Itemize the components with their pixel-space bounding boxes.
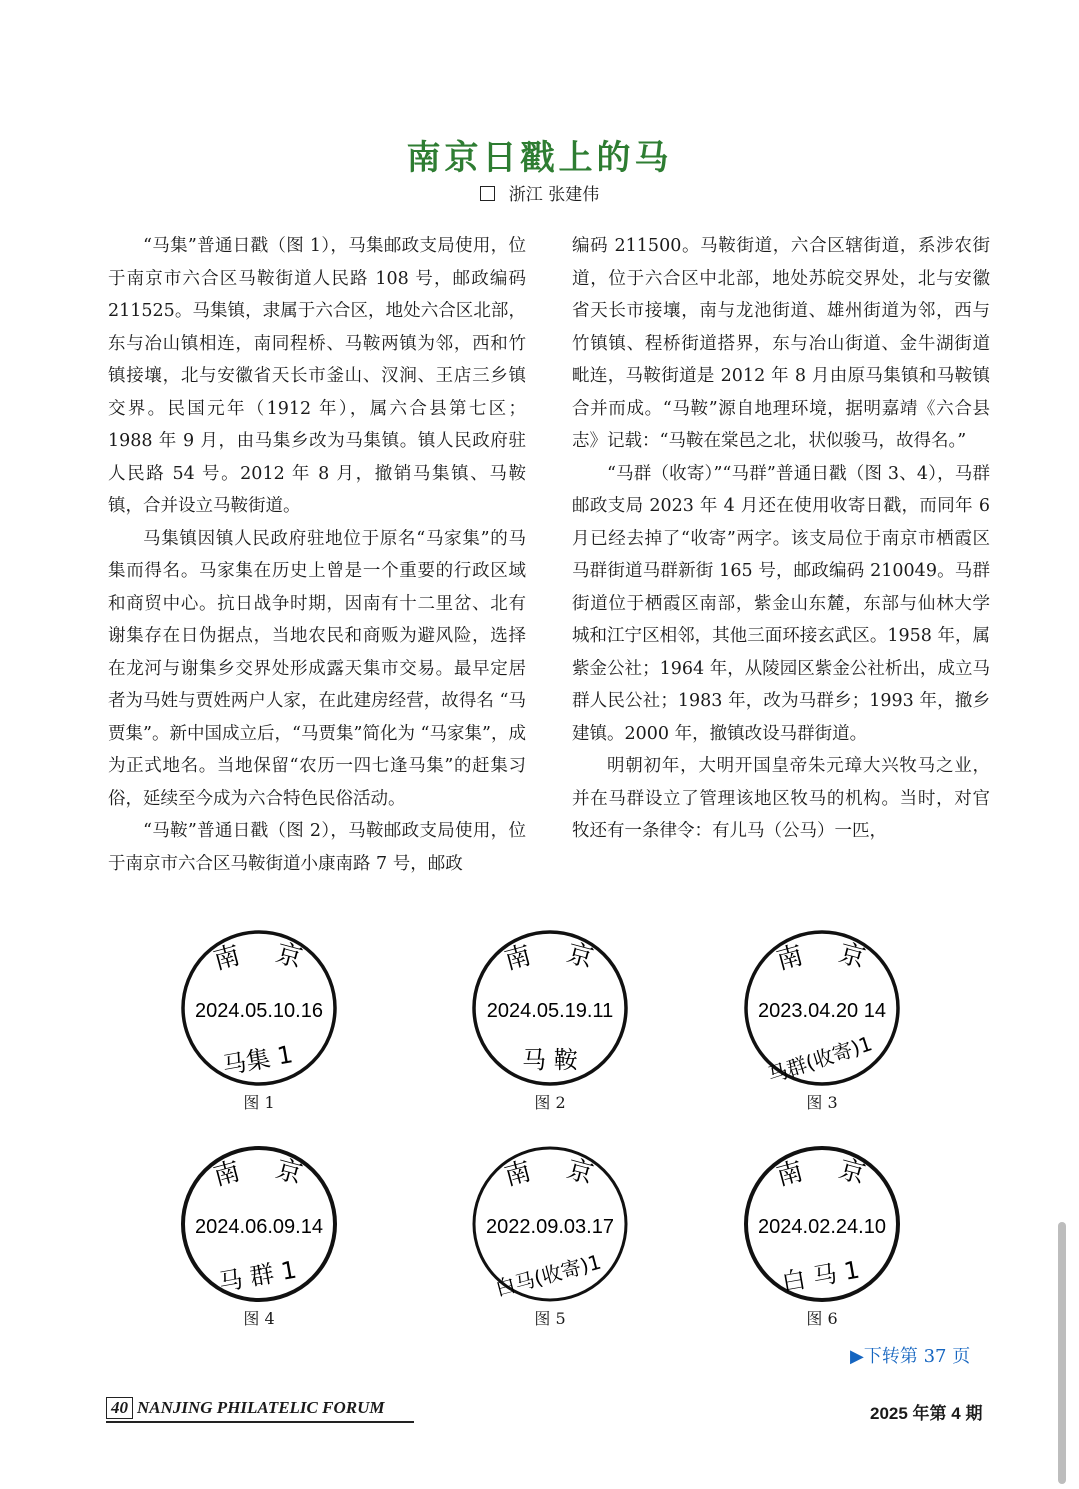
issue-label: 2025 年第 4 期 xyxy=(870,1404,983,1423)
figure-caption: 图 5 xyxy=(534,1309,566,1328)
paragraph: 编码 211500。马鞍街道，六合区辖街道，系涉农街道，位于六合区中北部，地处苏皖交界处，北与安徽省天长市接壤，南与龙池街道、雄州街道为邻，西与竹镇镇、程桥街道搭界，东与冶山街道、金牛湖街道毗连，马鞍街道是 2012 年 8 月由原马集镇和马鞍镇合并而成。“马鞍”源自地理环境，据明嘉靖《六合县志》记载：“马鞍在棠邑之北，状似骏马，故得名。” xyxy=(572,236,990,451)
right-column xyxy=(572,230,990,848)
stamp-city: 京 xyxy=(563,1154,597,1191)
paragraph: 明朝初年，大明开国皇帝朱元璋大兴牧马之业，并在马群设立了管理该地区牧马的机构。当时，对官牧还有一条律令：有儿马（公马）一匹， xyxy=(572,756,990,841)
continue-note xyxy=(850,1342,970,1368)
stamp-city: 京 xyxy=(563,938,597,975)
page-number: 40 xyxy=(106,1397,133,1419)
stamp-date: 2024.02.24.10 xyxy=(758,1216,886,1238)
figure-6 xyxy=(737,1144,907,1329)
author-name: 浙江 张建伟 xyxy=(508,185,600,205)
article-title: 南京日戳上的马 xyxy=(406,138,673,178)
stamp-city: 南 xyxy=(210,940,244,977)
figure-5 xyxy=(465,1144,635,1329)
article-author xyxy=(0,180,1079,205)
paragraph: “马集”普通日戳（图 1），马集邮政支局使用，位于南京市六合区马鞍街道人民路 108 号，邮政编码 211525。马集镇，隶属于六合区，地处六合区北部，东与冶山镇相连，南同程桥、马鞍两镇为邻，西和竹镇接壤，北与安徽省天长市釜山、汊涧、王店三乡镇交界。民国元年（1912 年），属六合县第七区；1988 年 9 月，由马集乡改为马集镇。镇人民政府驻人民路 54 号。2012 年 8 月，撤销马集镇、马鞍镇，合并设立马鞍街道。 xyxy=(108,236,526,516)
stamp-office: 马 群 1 xyxy=(216,1255,299,1297)
stamp-date: 2024.06.09.14 xyxy=(195,1216,323,1238)
stamp-city: 京 xyxy=(272,938,306,975)
left-column xyxy=(108,230,526,880)
stamp-office: 白 马 1 xyxy=(779,1255,862,1297)
stamp-city: 南 xyxy=(773,1156,807,1193)
figure-2 xyxy=(465,928,635,1113)
square-icon xyxy=(480,186,495,201)
stamp-city: 京 xyxy=(835,1154,869,1191)
stamp-city: 南 xyxy=(501,940,535,977)
stamp-office: 马群(收寄)1 xyxy=(764,1031,876,1088)
figure-caption: 图 4 xyxy=(243,1309,275,1328)
figure-4 xyxy=(174,1144,344,1329)
postmark-stamp xyxy=(179,1144,339,1304)
paragraph: “马群（收寄）”“马群”普通日戳（图 3、4），马群邮政支局 2023 年 4 月还在使用收寄日戳，而同年 6 月已经去掉了“收寄”两字。该支局位于南京市栖霞区马群街道马群新街 165 号，邮政编码 210049。马群街道位于栖霞区南部，紫金山东麓，东部与仙林大学城和江宁区相邻，其他三面环接玄武区。1958 年，属紫金公社；1964 年，从陵园区紫金公社析出，成立马群人民公社；1983 年，改为马群乡；1993 年，撤乡建镇。2000 年，撤镇改设马群街道。 xyxy=(572,463,990,744)
stamp-office: 马集 1 xyxy=(220,1040,295,1081)
figure-caption: 图 1 xyxy=(243,1093,275,1112)
stamp-date: 2024.05.19.11 xyxy=(486,1000,614,1022)
stamp-date: 2023.04.20 14 xyxy=(758,1000,886,1022)
stamp-city: 南 xyxy=(501,1156,535,1193)
journal-name: NANJING PHILATELIC FORUM xyxy=(137,1398,385,1417)
stamp-office: 马 鞍 xyxy=(522,1046,578,1074)
figure-caption: 图 6 xyxy=(806,1309,838,1328)
figure-caption: 图 3 xyxy=(806,1093,838,1112)
stamp-date: 2022.09.03.17 xyxy=(486,1216,614,1238)
stamp-city: 南 xyxy=(773,940,807,977)
postmark-stamp xyxy=(742,1144,902,1304)
postmark-stamp xyxy=(470,1144,630,1304)
paragraph: 马集镇因镇人民政府驻地位于原名“马家集”的马集而得名。马家集在历史上曾是一个重要的行政区域和商贸中心。抗日战争时期，因南有十二里岔、北有谢集存在日伪据点，当地农民和商贩为避风险，选择在龙河与谢集乡交界处形成露天集市交易。最早定居者为马姓与贾姓两户人家，在此建房经营，故得名 “马贾集”。新中国成立后，“马贾集”简化为 “马家集”，成为正式地名。当地保留“农历一四七逢马集”的赶集习俗，延续至今成为六合特色民俗活动。 xyxy=(108,528,526,809)
postmark-stamp xyxy=(742,928,902,1088)
stamp-city: 京 xyxy=(272,1154,306,1191)
figure-caption: 图 2 xyxy=(534,1093,566,1112)
figure-3 xyxy=(737,928,907,1113)
continue-text: 下转第 37 页 xyxy=(863,1346,971,1367)
paragraph: “马鞍”普通日戳（图 2），马鞍邮政支局使用，位于南京市六合区马鞍街道小康南路 7 号，邮政 xyxy=(108,821,526,874)
footer-journal xyxy=(106,1397,414,1423)
scrollbar[interactable] xyxy=(1058,1222,1066,1484)
stamp-date: 2024.05.10.16 xyxy=(195,1000,323,1022)
figure-1 xyxy=(174,928,344,1113)
stamp-city: 京 xyxy=(835,938,869,975)
postmark-stamp xyxy=(470,928,630,1088)
stamp-office: 白马(收寄)1 xyxy=(492,1249,604,1301)
triangle-right-icon: ▶ xyxy=(850,1346,864,1367)
stamp-city: 南 xyxy=(210,1156,244,1193)
postmark-stamp xyxy=(179,928,339,1088)
